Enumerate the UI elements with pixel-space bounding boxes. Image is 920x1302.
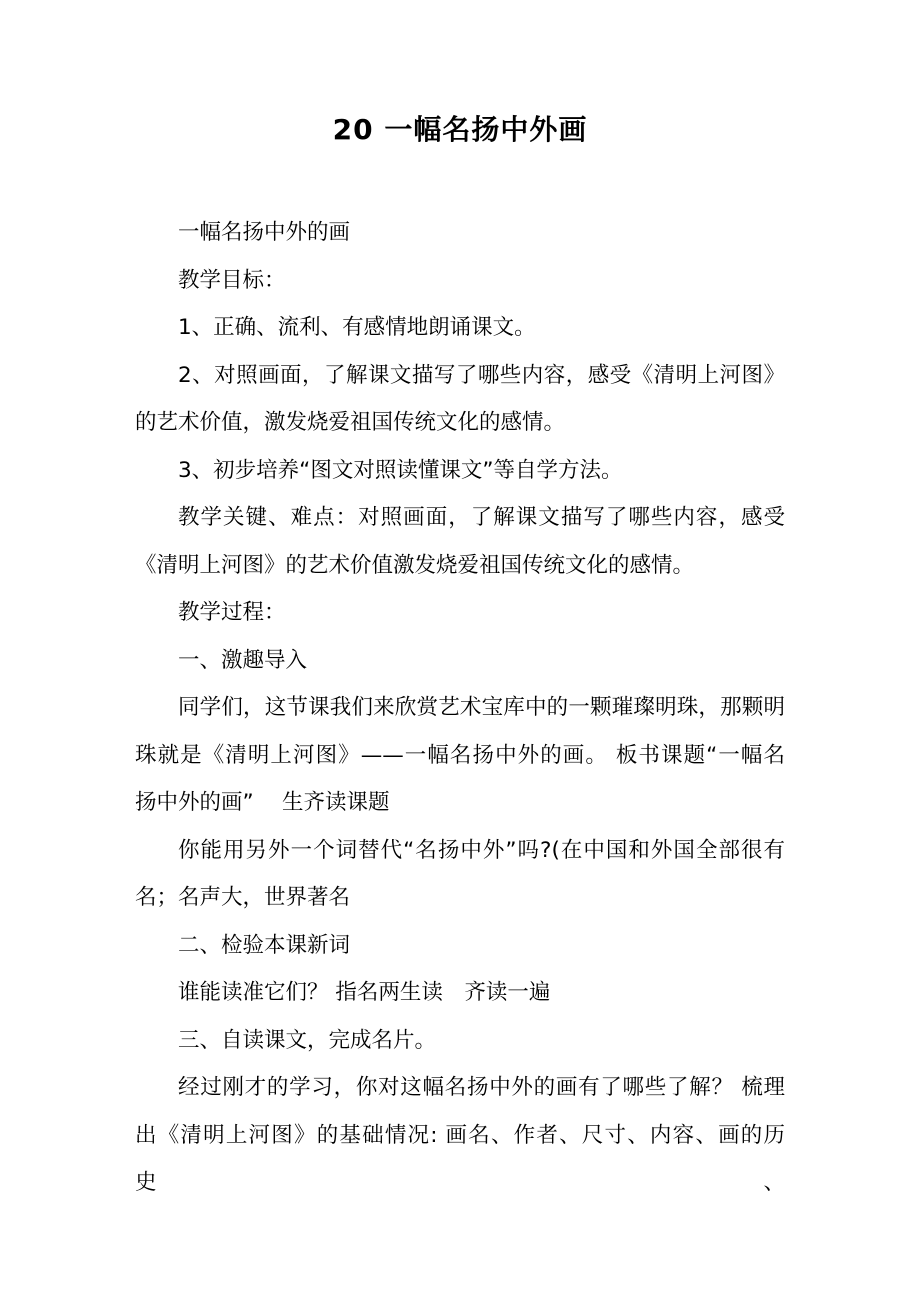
text-line: 经过刚才的学习，你对这幅名扬中外的画有了哪些了解？ 梳理 xyxy=(178,1075,785,1100)
text-line: 的艺术价值，激发烧爱祖国传统文化的感情。 xyxy=(135,410,566,435)
text-line: 你能用另外一个词替代“名扬中外”吗?(在中国和外国全部很有 xyxy=(178,837,785,863)
text-line: 1、正确、流利、有感情地朗诵课文。 xyxy=(178,315,536,340)
document-title: 20 一幅名扬中外画 xyxy=(332,113,588,146)
text-line: 教学关键、难点：对照画面，了解课文描写了哪些内容，感受 xyxy=(178,505,785,530)
text-line: 名；名声大，世界著名 xyxy=(135,885,351,910)
text-line: 教学目标： xyxy=(178,267,286,293)
text-line: 三、自读课文，完成名片。 xyxy=(178,1027,437,1053)
text-line: 谁能读准它们？ 指名两生读 齐读一遍 xyxy=(178,980,551,1005)
text-line: 出《清明上河图》的基础情况: 画名、作者、尺寸、内容、画的历史、 xyxy=(135,1122,785,1195)
text-line: 同学们，这节课我们来欣赏艺术宝库中的一颗璀璨明珠，那颗明 xyxy=(178,695,785,720)
text-line: 教学过程： xyxy=(178,600,286,625)
text-line: 珠就是《清明上河图》——一幅名扬中外的画。 板书课题“一幅名 xyxy=(135,742,785,768)
text-line: 2、对照画面，了解课文描写了哪些内容，感受《清明上河图》 xyxy=(178,362,785,388)
text-line: 《清明上河图》的艺术价值激发烧爱祖国传统文化的感情。 xyxy=(135,552,695,578)
text-line: 一幅名扬中外的画 xyxy=(178,220,351,245)
document-body xyxy=(135,209,785,1207)
text-line: 二、检验本课新词 xyxy=(178,932,351,958)
text-line: 一、激趣导入 xyxy=(178,647,308,673)
text-line: 扬中外的画” 生齐读课题 xyxy=(135,790,390,815)
text-line: 3、初步培养“图文对照读懂课文”等自学方法。 xyxy=(178,457,623,483)
